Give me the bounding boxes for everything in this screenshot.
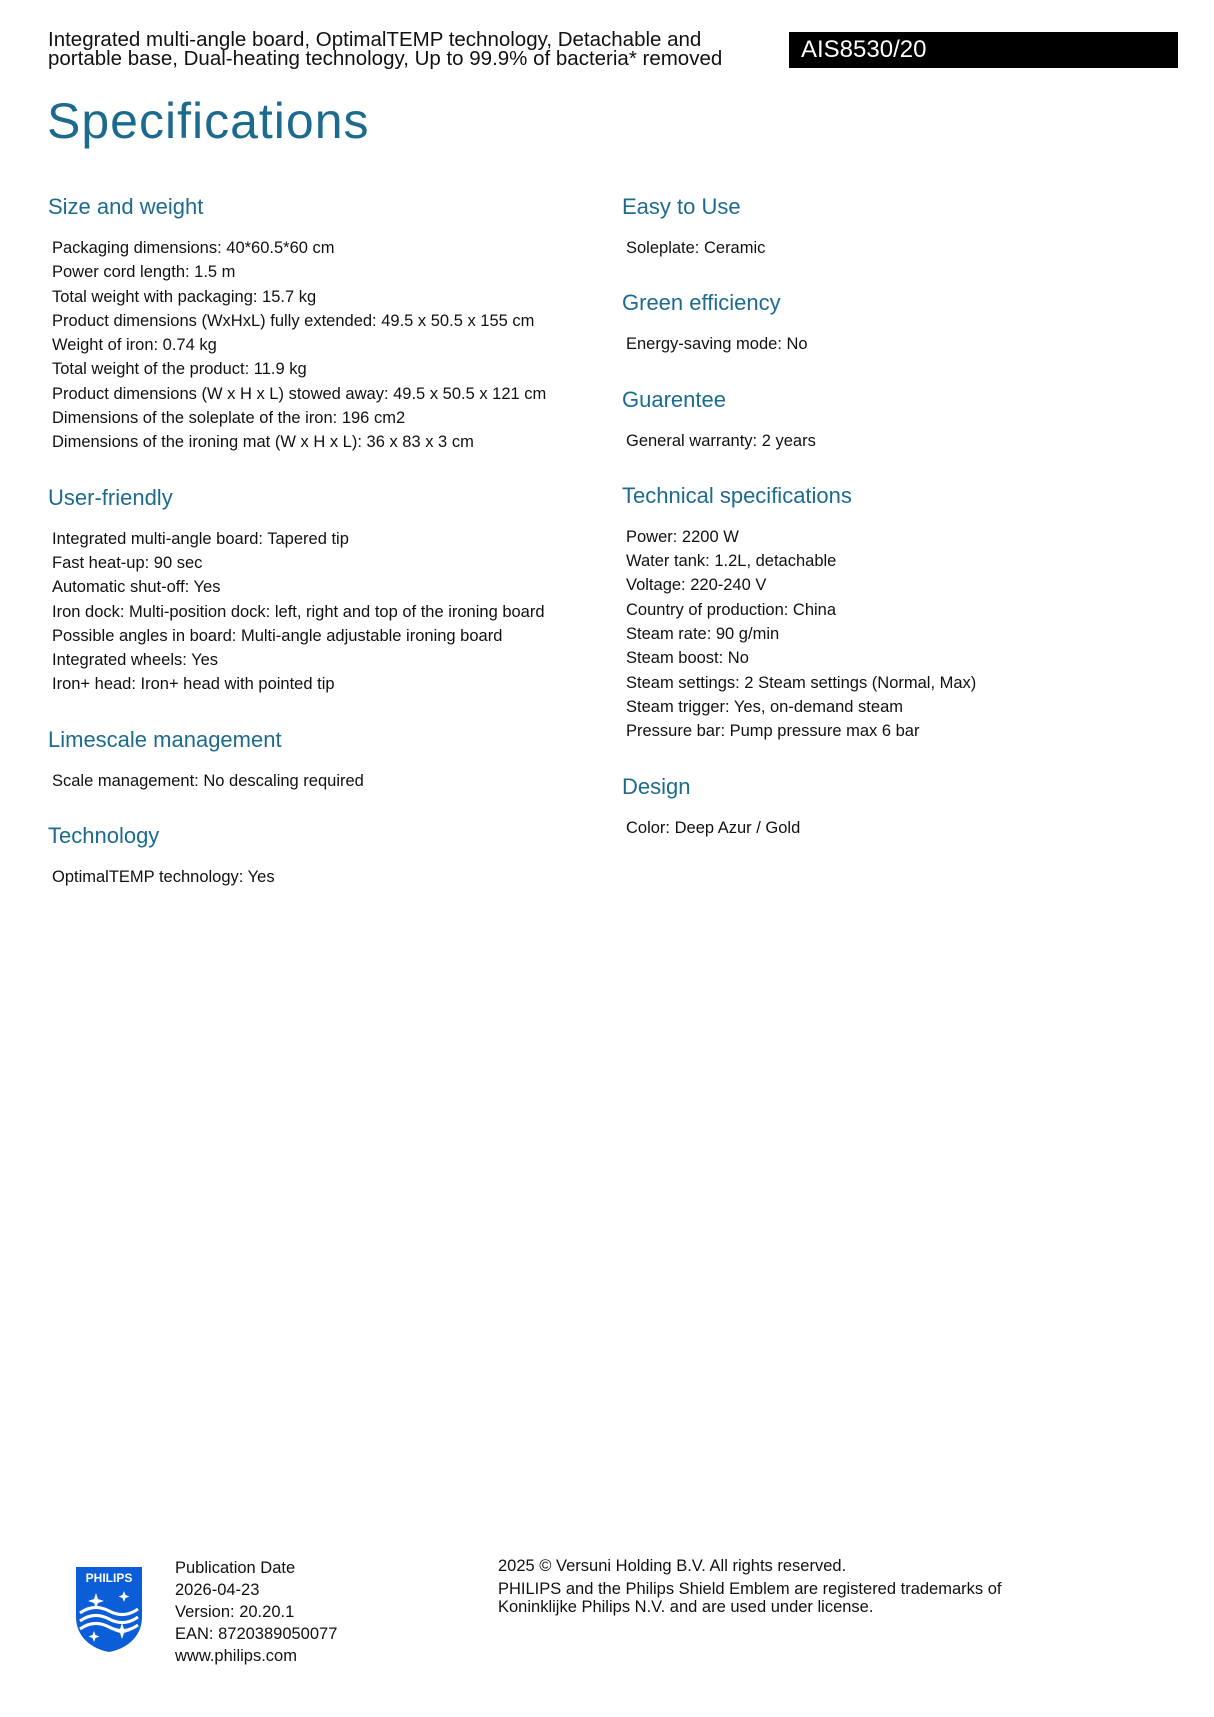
trademark-notice: PHILIPS and the Philips Shield Emblem are registered trademarks of Koninklijke Philips N.V. and are used under license.	[498, 1580, 1002, 1616]
version: Version: 20.20.1	[175, 1603, 295, 1621]
spec-item: Steam settings: 2 Steam settings (Normal, Max)	[626, 673, 977, 692]
spec-item: Dimensions of the ironing mat (W x H x L): 36 x 83 x 3 cm	[52, 433, 474, 452]
spec-list	[622, 525, 1162, 744]
ean: EAN: 8720389050077	[175, 1625, 338, 1643]
spec-item: Automatic shut-off: Yes	[52, 578, 221, 597]
spec-list	[622, 236, 1162, 260]
spec-item: Soleplate: Ceramic	[626, 239, 766, 257]
spec-item: Weight of iron: 0.74 kg	[52, 336, 217, 355]
spec-item: Product dimensions (W x H x L) stowed away: 49.5 x 50.5 x 121 cm	[52, 384, 547, 403]
spec-item: Integrated multi-angle board: Tapered tip	[52, 529, 349, 548]
model-number: AIS8530/20	[789, 32, 1178, 68]
spec-item: OptimalTEMP technology: Yes	[52, 868, 275, 887]
spec-section-size-and-weight	[48, 192, 588, 455]
product-description: Integrated multi-angle board, OptimalTEMP technology, Detachable and portable base, Dual-heating technology, Up to 99.9% of bacteria* removed	[48, 28, 723, 70]
spec-item: Packaging dimensions: 40*60.5*60 cm	[52, 239, 335, 257]
spec-list	[48, 865, 588, 889]
spec-list	[48, 236, 588, 455]
page-title: Specifications	[47, 93, 370, 149]
section-title: Technical specifications	[622, 482, 852, 508]
spec-item: Integrated wheels: Yes	[52, 651, 219, 670]
spec-item: Iron+ head: Iron+ head with pointed tip	[52, 675, 335, 694]
spec-item: Dimensions of the soleplate of the iron: 196 cm2	[52, 409, 406, 428]
spec-list	[622, 429, 1162, 453]
section-title: User-friendly	[48, 484, 173, 510]
section-title: Guarentee	[622, 386, 726, 412]
spec-list	[48, 527, 588, 697]
section-title: Easy to Use	[622, 194, 741, 219]
spec-section-easy-to-use	[622, 192, 1162, 260]
publication-date: 2026-04-23	[175, 1581, 260, 1599]
spec-item: Power cord length: 1.5 m	[52, 263, 236, 282]
section-title: Technology	[48, 823, 160, 849]
spec-item: Voltage: 220-240 V	[626, 576, 767, 595]
publication-date-label: Publication Date	[175, 1559, 296, 1577]
spec-list	[48, 769, 588, 793]
section-title: Green efficiency	[622, 290, 781, 316]
spec-section-limescale-management	[48, 725, 588, 793]
spec-item: Total weight of the product: 11.9 kg	[52, 360, 307, 379]
spec-item: General warranty: 2 years	[626, 431, 816, 450]
section-title: Design	[622, 773, 691, 799]
copyright: 2025 © Versuni Holding B.V. All rights reserved.	[498, 1557, 847, 1575]
spec-item: Iron dock: Multi-position dock: left, right and top of the ironing board	[52, 602, 545, 621]
spec-item: Country of production: China	[626, 600, 837, 619]
publication-info	[175, 1557, 337, 1667]
spec-item: Steam trigger: Yes, on-demand steam	[626, 697, 903, 716]
right-spec-column	[622, 192, 1162, 868]
spec-item: Scale management: No descaling required	[52, 771, 364, 790]
spec-item: Water tank: 1.2L, detachable	[626, 552, 837, 571]
spec-item: Steam rate: 90 g/min	[626, 625, 780, 644]
spec-item: Steam boost: No	[626, 649, 749, 668]
spec-item: Fast heat-up: 90 sec	[52, 553, 203, 572]
spec-section-green-efficiency	[622, 288, 1162, 356]
spec-section-user-friendly	[48, 483, 588, 697]
logo-wordmark: PHILIPS	[85, 1571, 133, 1585]
legal-notice	[498, 1557, 1058, 1616]
website: www.philips.com	[175, 1647, 297, 1665]
spec-section-design	[622, 772, 1162, 840]
spec-list	[622, 332, 1162, 356]
spec-item: Energy-saving mode: No	[626, 335, 808, 354]
left-spec-column	[48, 192, 588, 917]
section-title: Limescale management	[48, 726, 282, 752]
spec-item: Product dimensions (WxHxL) fully extended: 49.5 x 50.5 x 155 cm	[52, 311, 535, 330]
spec-item: Possible angles in board: Multi-angle adjustable ironing board	[52, 626, 503, 645]
spec-section-technology	[48, 821, 588, 889]
section-title: Size and weight	[48, 194, 204, 219]
spec-item: Color: Deep Azur / Gold	[626, 818, 801, 837]
spec-section-guarentee	[622, 385, 1162, 453]
spec-item: Total weight with packaging: 15.7 kg	[52, 287, 317, 306]
spec-list	[622, 816, 1162, 840]
spec-section-technical-specifications	[622, 481, 1162, 744]
philips-shield-logo	[74, 1565, 144, 1653]
spec-item: Pressure bar: Pump pressure max 6 bar	[626, 722, 920, 741]
spec-item: Power: 2200 W	[626, 527, 739, 546]
